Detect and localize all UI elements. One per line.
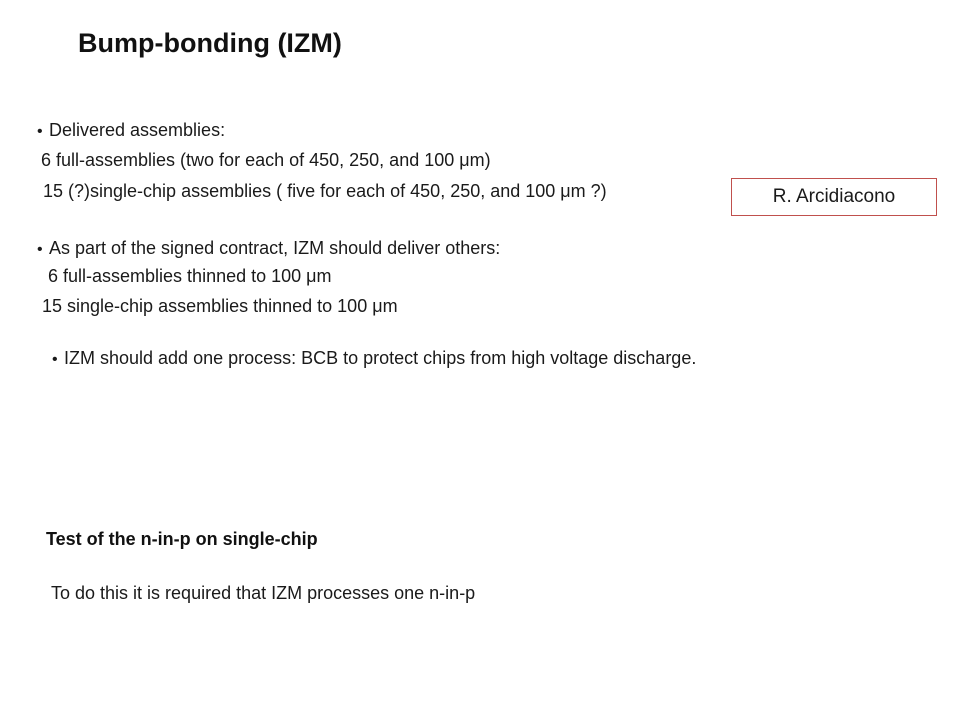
delivered-line-single: 15 (?)single-chip assemblies ( five for each of 450, 250, and 100 μm ?) [43,181,607,201]
author-name: R. Arcidiacono [772,186,896,207]
contract-heading: • As part of the signed contract, IZM should deliver others: [37,238,500,259]
author-box [731,178,937,216]
contract-line-full: 6 full-assemblies thinned to 100 μm [48,266,332,286]
slide-title: Bump-bonding (IZM) [78,28,342,58]
test-heading: Test of the n-in-p on single-chip [46,529,318,549]
contract-line-single: 15 single-chip assemblies thinned to 100 μm [42,296,398,316]
delivered-heading: • Delivered assemblies: [37,120,225,141]
delivered-line-full: 6 full-assemblies (two for each of 450, 250, and 100 μm) [41,150,491,170]
process-note: • IZM should add one process: BCB to protect chips from high voltage discharge. [52,348,696,369]
test-note: To do this it is required that IZM processes one n-in-p [51,583,476,603]
